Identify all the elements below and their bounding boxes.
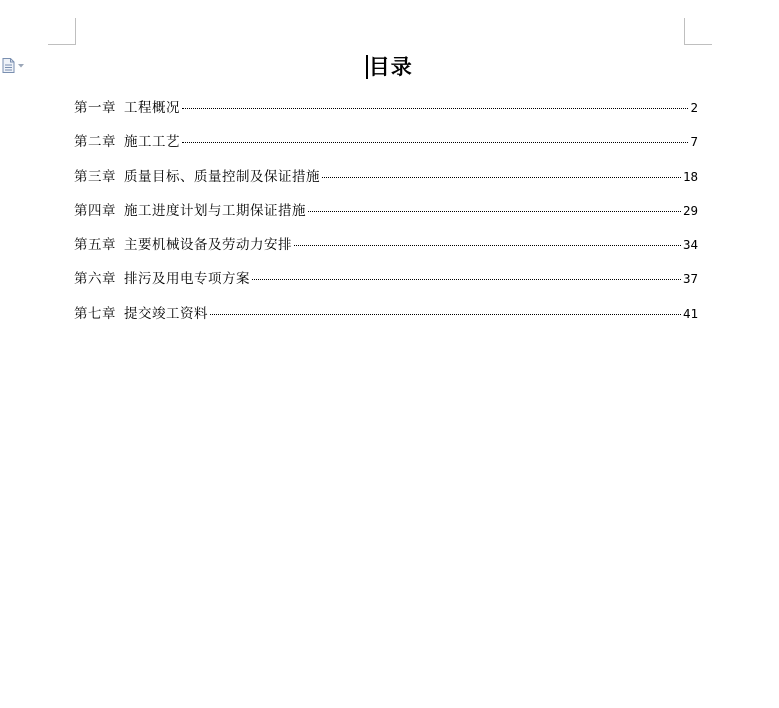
toc-chapter-number: 第二章	[74, 134, 116, 151]
toc-chapter-number: 第四章	[74, 202, 116, 219]
toc-dot-leader	[210, 314, 681, 315]
toc-chapter-number: 第七章	[74, 305, 116, 322]
toc-page-number: 37	[682, 271, 698, 287]
toc-entry[interactable]	[74, 129, 698, 163]
toc-chapter-title: 质量目标、质量控制及保证措施	[124, 168, 320, 185]
toc-page-number: 2	[690, 100, 698, 115]
toc-entry[interactable]	[74, 266, 698, 300]
toc-entry[interactable]	[74, 301, 698, 335]
toc-chapter-title: 工程概况	[124, 100, 180, 116]
margin-corner-top-left	[48, 18, 76, 45]
toc-chapter-number: 第五章	[74, 237, 116, 254]
toc-entry[interactable]	[74, 95, 698, 129]
toc-entry[interactable]	[74, 198, 698, 232]
toc-entry[interactable]	[74, 232, 698, 266]
toc-page-number: 29	[682, 202, 698, 218]
toc-page-number: 41	[682, 305, 698, 321]
toc-dot-leader	[322, 177, 681, 178]
toc-chapter-title: 主要机械设备及劳动力安排	[124, 237, 292, 254]
toc-page-number: 7	[690, 134, 698, 150]
toc-page-number: 34	[682, 237, 698, 253]
toc-entry[interactable]	[74, 164, 698, 198]
toc-chapter-number: 第一章	[74, 100, 116, 116]
toc-dot-leader	[252, 279, 681, 280]
text-cursor	[366, 55, 368, 79]
toc-heading[interactable]	[0, 52, 779, 82]
toc-chapter-title: 施工进度计划与工期保证措施	[124, 202, 306, 219]
toc-chapter-title: 提交竣工资料	[124, 305, 208, 322]
margin-corner-top-right	[684, 18, 712, 45]
toc-list	[74, 95, 698, 335]
toc-dot-leader	[182, 142, 688, 143]
toc-chapter-number: 第三章	[74, 168, 116, 185]
toc-heading-text: 目录	[368, 54, 413, 79]
toc-chapter-title: 排污及用电专项方案	[124, 271, 250, 288]
toc-dot-leader	[182, 108, 688, 109]
toc-dot-leader	[308, 211, 681, 212]
toc-dot-leader	[294, 245, 681, 246]
toc-chapter-number: 第六章	[74, 271, 116, 288]
toc-page-number: 18	[682, 168, 698, 184]
toc-chapter-title: 施工工艺	[124, 134, 180, 151]
